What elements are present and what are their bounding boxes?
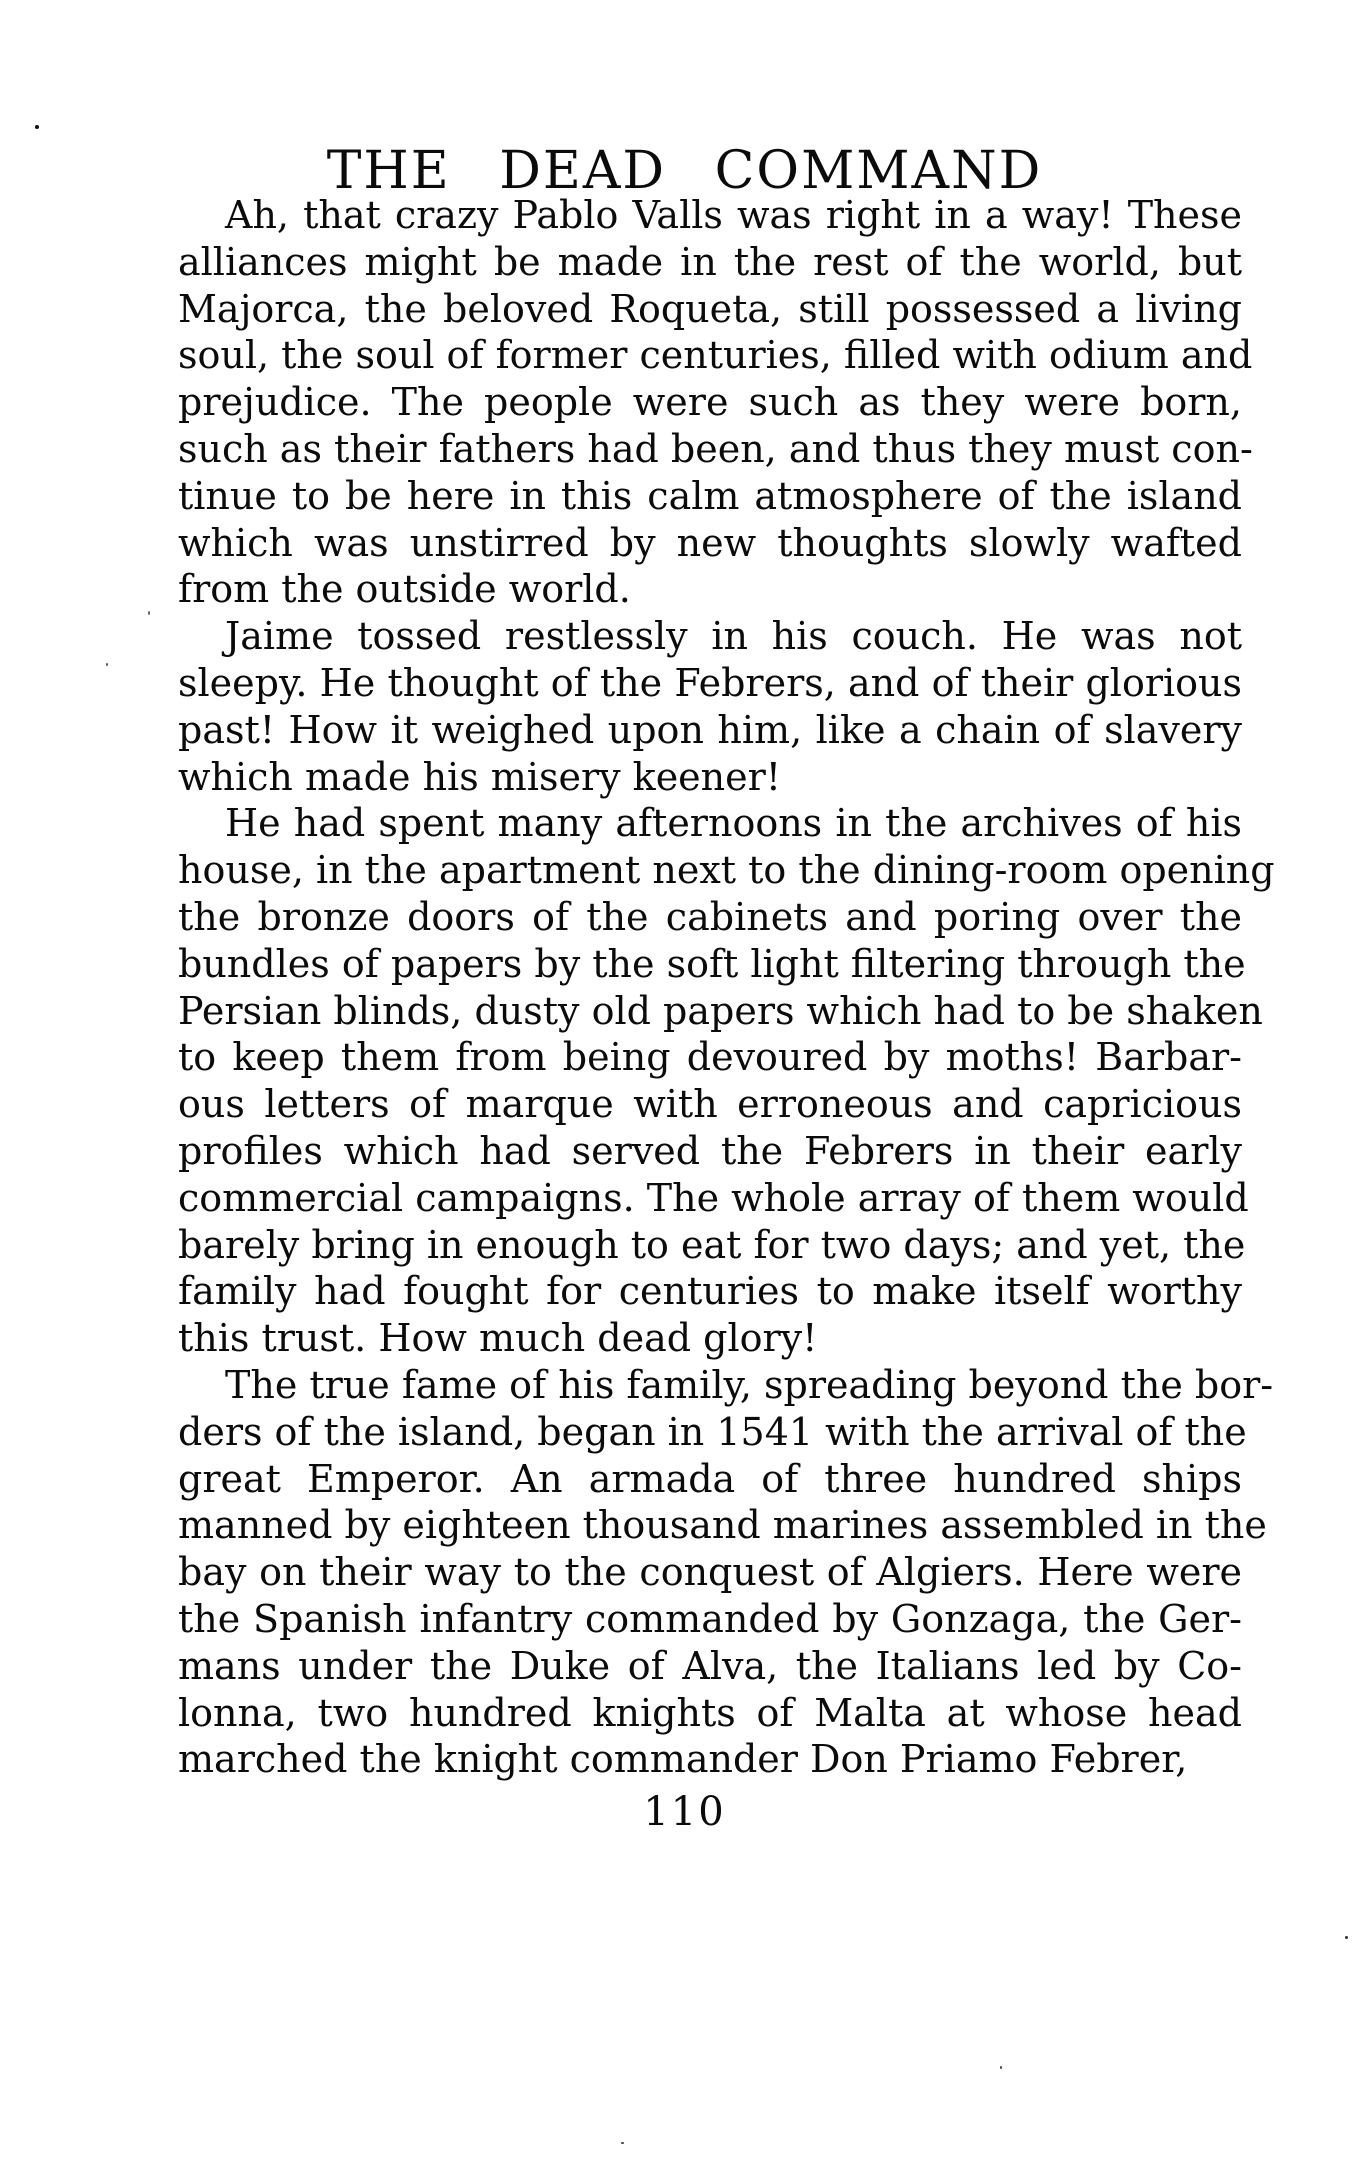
text-line: this trust. How much dead glory! — [178, 1316, 818, 1361]
text-line: manned by eighteen thousand marines assembled in the — [178, 1503, 1267, 1548]
page-title: THE DEAD COMMAND — [326, 140, 1043, 201]
text-line: He had spent many afternoons in the archives of his — [225, 801, 1242, 846]
text-line: Majorca, the beloved Roqueta, still possessed a living — [178, 286, 1242, 331]
dust-speck — [148, 611, 150, 615]
dust-speck — [106, 663, 108, 666]
text-line: ders of the island, began in 1541 with the arrival of the — [178, 1409, 1247, 1454]
page-number: 110 — [643, 1789, 726, 1835]
text-line: which was unstirred by new thoughts slowly wafted — [178, 520, 1242, 565]
text-line: from the outside world. — [178, 567, 631, 612]
text-line: mans under the Duke of Alva, the Italians led by Co- — [178, 1643, 1242, 1688]
text-line: The true fame of his family, spreading beyond the bor- — [225, 1362, 1274, 1407]
text-line: sleepy. He thought of the Febrers, and of their glorious — [178, 660, 1242, 705]
text-line: the bronze doors of the cabinets and poring over the — [178, 894, 1242, 939]
text-line: lonna, two hundred knights of Malta at whose head — [178, 1690, 1242, 1735]
text-line: soul, the soul of former centuries, filled with odium and — [178, 333, 1253, 378]
text-line: the Spanish infantry commanded by Gonzaga, the Ger- — [178, 1596, 1242, 1641]
text-line: commercial campaigns. The whole array of them would — [178, 1175, 1249, 1220]
text-line: prejudice. The people were such as they were born, — [178, 380, 1242, 425]
text-line: to keep them from being devoured by moths! Barbar- — [178, 1035, 1242, 1080]
text-line: bundles of papers by the soft light filtering through the — [178, 941, 1246, 986]
body-text — [178, 192, 1275, 1783]
text-line: barely bring in enough to eat for two days; and yet, the — [178, 1222, 1246, 1267]
text-line: ous letters of marque with erroneous and capricious — [178, 1082, 1242, 1127]
text-line: Jaime tossed restlessly in his couch. He was not — [225, 614, 1242, 659]
text-line: past! How it weighed upon him, like a chain of slavery — [178, 707, 1242, 752]
dust-speck — [1345, 1936, 1348, 1939]
text-line: such as their fathers had been, and thus they must con- — [178, 426, 1253, 471]
text-line: which made his misery keener! — [178, 754, 782, 799]
text-line: family had fought for centuries to make itself worthy — [178, 1269, 1242, 1314]
text-line: profiles which had served the Febrers in their early — [178, 1128, 1242, 1173]
text-line: Ah, that crazy Pablo Valls was right in a way! These — [225, 193, 1242, 237]
text-line: alliances might be made in the rest of the world, but — [178, 239, 1242, 284]
text-line: great Emperor. An armada of three hundred ships — [178, 1456, 1242, 1501]
text-line: tinue to be here in this calm atmosphere of the island — [178, 473, 1242, 518]
text-line: bay on their way to the conquest of Algiers. Here were — [178, 1550, 1242, 1595]
dust-speck — [621, 2142, 624, 2144]
dust-speck — [35, 125, 39, 129]
text-line: marched the knight commander Don Priamo Febrer, — [178, 1737, 1188, 1782]
text-line: house, in the apartment next to the dining-room opening — [178, 848, 1275, 893]
dust-speck — [1000, 2066, 1002, 2069]
text-line: Persian blinds, dusty old papers which had to be shaken — [178, 988, 1263, 1033]
